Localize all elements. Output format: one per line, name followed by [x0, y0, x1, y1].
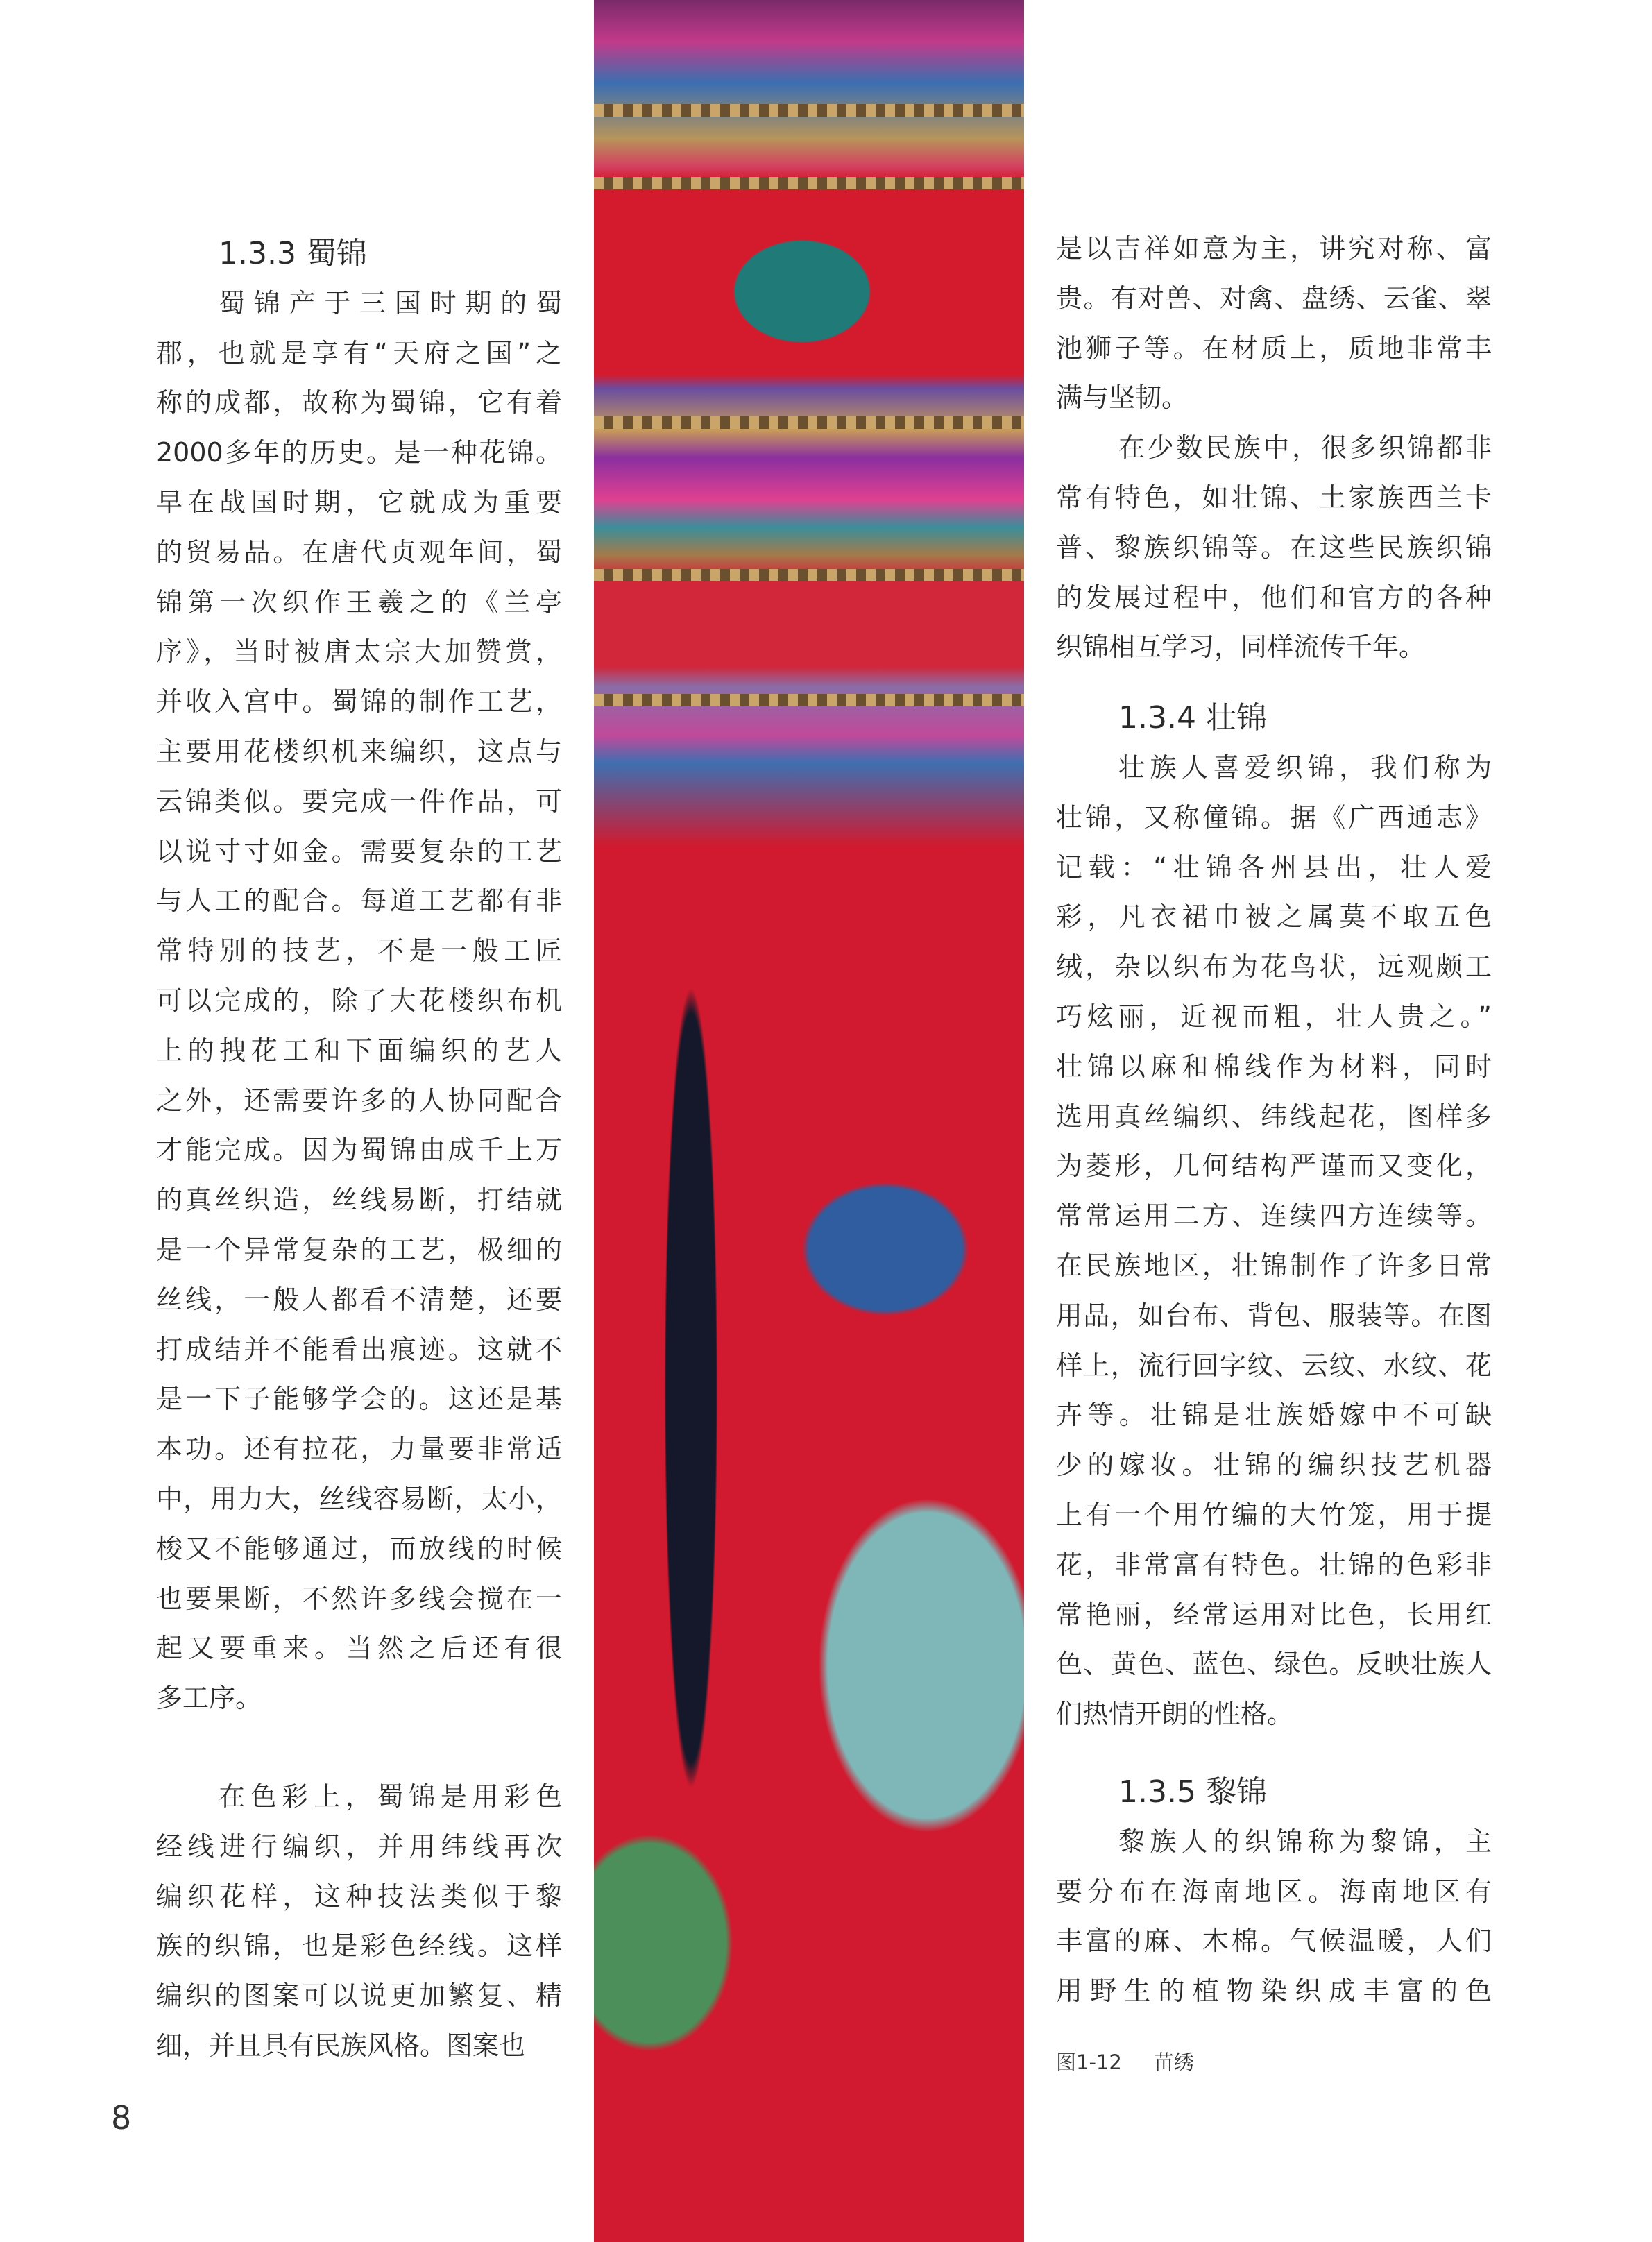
- text-line: 序》，当时被唐太宗大加赞赏，: [156, 636, 562, 668]
- text-line: 之外，还需要许多的人协同配合: [156, 1085, 562, 1116]
- text-line: 壮锦，又称僮锦。据《广西通志》: [1056, 801, 1492, 833]
- text-line: 彩，凡衣裙巾被之属莫不取五色: [1056, 901, 1492, 933]
- figure-caption: [1056, 2047, 1226, 2075]
- text-line: 普、黎族织锦等。在这些民族织锦: [1056, 532, 1492, 563]
- photo-band: [594, 694, 1024, 706]
- photo-band: [594, 177, 1024, 189]
- text-line: 多工序。: [156, 1683, 262, 1714]
- page-number: 8: [111, 2099, 132, 2137]
- text-line: 族的织锦，也是彩色经线。这样: [156, 1930, 562, 1962]
- text-line: 的真丝织造，丝线易断，打结就: [156, 1184, 562, 1216]
- text-line: 梭又不能够通过，而放线的时候: [156, 1533, 562, 1564]
- text-line: 也要果断，不然许多线会搅在一: [156, 1583, 562, 1614]
- text-line: 织锦相互学习，同样流传千年。: [1056, 631, 1426, 663]
- text-line: 选用真丝编织、纬线起花，图样多: [1056, 1101, 1492, 1132]
- paragraphs: [1056, 224, 1492, 672]
- section-heading-1-3-3: 1.3.3 蜀锦: [219, 236, 367, 271]
- text-line: 2000多年的历史。是一种花锦。: [156, 437, 562, 468]
- right-column: [1056, 224, 1492, 2016]
- text-line: 打成结并不能看出痕迹。这就不: [156, 1334, 562, 1365]
- text-line: 的发展过程中，他们和官方的各种: [1056, 581, 1492, 613]
- text-line: 的贸易品。在唐代贞观年间，蜀: [156, 536, 562, 568]
- text-line: 常常运用二方、连续四方连续等。: [1056, 1200, 1492, 1232]
- text-line: 在少数民族中，很多织锦都非: [1118, 432, 1492, 464]
- text-line: 细，并且具有民族风格。图案也: [156, 2030, 526, 2061]
- paragraphs: [1056, 1817, 1492, 2016]
- text-line: 用野生的植物染织成丰富的色: [1056, 1976, 1492, 2007]
- text-line: 编织的图案可以说更加繁复、精: [156, 1980, 562, 2012]
- photo-band: [594, 569, 1024, 581]
- text-line: 记载：“壮锦各州县出，壮人爱: [1056, 851, 1492, 883]
- text-line: 常特别的技艺，不是一般工匠: [156, 935, 562, 967]
- text-line: 丝线，一般人都看不清楚，还要: [156, 1284, 562, 1315]
- text-line: 并收入宫中。蜀锦的制作工艺，: [156, 686, 562, 717]
- section-heading-1-3-5: 1.3.5 黎锦: [1118, 1774, 1267, 1810]
- text-line: 壮族人喜爱织锦，我们称为: [1118, 751, 1492, 783]
- paragraphs: [156, 279, 562, 2071]
- text-line: 们热情开朗的性格。: [1056, 1699, 1294, 1730]
- text-line: 是一下子能够学会的。这还是基: [156, 1384, 562, 1415]
- text-line: 绒，杂以织布为花鸟状，远观颇工: [1056, 951, 1492, 983]
- text-line: 郡，也就是享有“天府之国”之: [156, 337, 562, 368]
- photo-band: [594, 104, 1024, 117]
- text-line: 是以吉祥如意为主，讲究对称、富: [1056, 233, 1492, 264]
- text-line: 池狮子等。在材质上，质地非常丰: [1056, 332, 1492, 364]
- text-line: 早在战国时期，它就成为重要: [156, 486, 562, 518]
- text-line: 少的嫁妆。壮锦的编织技艺机器: [1056, 1450, 1492, 1481]
- text-line: 是一个异常复杂的工艺，极细的: [156, 1234, 562, 1265]
- text-line: 贵。有对兽、对禽、盘绣、云雀、翠: [1056, 282, 1492, 314]
- text-line: 锦第一次织作王羲之的《兰亭: [156, 586, 562, 618]
- text-line: 巧炫丽，近视而粗，壮人贵之。”: [1056, 1001, 1492, 1032]
- text-line: 样上，流行回字纹、云纹、水纹、花: [1056, 1350, 1492, 1381]
- text-line: 上的拽花工和下面编织的艺人: [156, 1035, 562, 1066]
- text-line: 要分布在海南地区。海南地区有: [1056, 1876, 1492, 1907]
- text-line: 壮锦以麻和棉线作为材料，同时: [1056, 1051, 1492, 1082]
- text-line: 常艳丽，经常运用对比色，长用红: [1056, 1599, 1492, 1630]
- text-line: 编织花样，这种技法类似于黎: [156, 1880, 562, 1912]
- text-line: 花，非常富有特色。壮锦的色彩非: [1056, 1549, 1492, 1580]
- text-line: 主要用花楼织机来编织，这点与: [156, 736, 562, 767]
- figure-title: 苗绣: [1153, 2050, 1194, 2074]
- text-line: 起又要重来。当然之后还有很: [156, 1633, 562, 1664]
- paragraphs: [1056, 743, 1492, 1740]
- text-line: 以说寸寸如金。需要复杂的工艺: [156, 835, 562, 867]
- text-line: 用品，如台布、背包、服装等。在图: [1056, 1300, 1492, 1331]
- text-line: 蜀锦产于三国时期的蜀: [219, 287, 562, 319]
- text-line: 才能完成。因为蜀锦由成千上万: [156, 1135, 562, 1166]
- text-line: 丰富的麻、木棉。气候温暖，人们: [1056, 1926, 1492, 1957]
- text-line: 称的成都，故称为蜀锦，它有着: [156, 387, 562, 418]
- text-line: 与人工的配合。每道工艺都有非: [156, 885, 562, 917]
- text-line: 中，用力大，丝线容易断，太小，: [156, 1483, 562, 1514]
- text-line: 卉等。壮锦是壮族婚嫁中不可缺: [1056, 1400, 1492, 1431]
- text-line: 色、黄色、蓝色、绿色。反映壮族人: [1056, 1649, 1492, 1680]
- text-line: 为菱形，几何结构严谨而又变化，: [1056, 1150, 1492, 1182]
- text-line: 黎族人的织锦称为黎锦，主: [1118, 1826, 1492, 1857]
- text-line: 常有特色，如壮锦、土家族西兰卡: [1056, 482, 1492, 513]
- text-line: 在民族地区，壮锦制作了许多日常: [1056, 1250, 1492, 1281]
- text-line: 在色彩上，蜀锦是用彩色: [219, 1781, 562, 1812]
- photo-band: [594, 416, 1024, 429]
- text-line: 满与坚韧。: [1056, 382, 1189, 414]
- text-line: 上有一个用竹编的大竹笼，用于提: [1056, 1499, 1492, 1530]
- text-line: 本功。还有拉花，力量要非常适: [156, 1434, 562, 1465]
- text-line: 经线进行编织，并用纬线再次: [156, 1831, 562, 1862]
- embroidery-photo: [594, 0, 1024, 2242]
- text-line: 云锦类似。要完成一件作品，可: [156, 785, 562, 817]
- section-heading-1-3-4: 1.3.4 壮锦: [1118, 700, 1267, 736]
- text-line: 可以完成的，除了大花楼织布机: [156, 985, 562, 1016]
- left-column: [156, 229, 562, 2071]
- figure-number: 图1-12: [1056, 2050, 1122, 2074]
